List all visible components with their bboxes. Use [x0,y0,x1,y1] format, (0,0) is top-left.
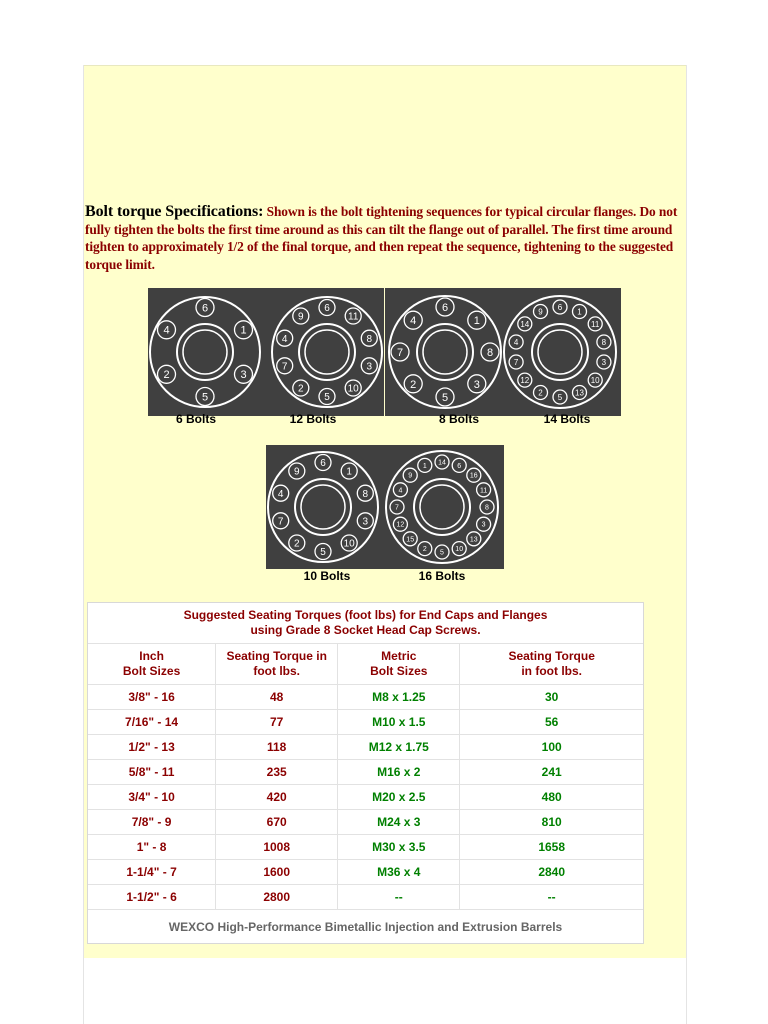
diagram-panel-10-16 [266,445,504,569]
flange-diagram-16-bolts [386,451,498,563]
label-10-bolts: 10 Bolts [303,569,351,583]
cell-inch-size: 7/8" - 9 [88,810,216,835]
bolt-sequence-number: 6 [320,458,326,470]
bolt-sequence-number: 7 [396,347,404,359]
bolt-sequence-number: 8 [366,333,373,345]
bolt-sequence-number: 9 [538,307,543,317]
flange-bore-outer [295,479,351,535]
cell-metric-size: M10 x 1.5 [338,710,460,735]
cell-inch-size: 7/16" - 14 [88,710,216,735]
flange-bore-inner [538,330,582,374]
bolt-sequence-number: 11 [591,319,600,329]
torque-table [87,602,644,944]
table-title [88,603,643,644]
cell-metric-torque: -- [460,885,643,910]
bolt-sequence-number: 16 [469,472,478,480]
table-row [88,735,643,760]
bolt-sequence-number: 14 [438,459,446,467]
label-16-bolts: 16 Bolts [418,569,466,583]
header-metric-bolt-sizes: Metric Bolt Sizes [338,644,460,685]
cell-metric-torque: 480 [460,785,643,810]
bolt-sequence-number: 5 [320,547,326,559]
bolt-sequence-number: 4 [398,487,403,495]
table-row [88,835,643,860]
bolt-sequence-number: 12 [396,521,405,529]
bolt-sequence-number: 2 [163,369,170,382]
flange-diagram-8-bolts [389,296,501,408]
header-seating-torque-metric: Seating Torque in foot lbs. [460,644,643,685]
flange-diagram-14-bolts [504,296,616,408]
bolt-sequence-number: 7 [277,516,284,528]
table-row [88,685,643,710]
cell-metric-torque: 1658 [460,835,643,860]
cell-inch-size: 1-1/2" - 6 [88,885,216,910]
cell-metric-size: M12 x 1.75 [338,735,460,760]
flange-bore-inner [423,330,467,374]
header-seating-torque-inch: Seating Torque in foot lbs. [216,644,338,685]
bolt-sequence-number: 7 [395,504,399,512]
flange-diagram-10-bolts [268,452,378,562]
flange-bore-outer [177,324,233,380]
bolt-sequence-number: 4 [281,333,288,345]
cell-inch-torque: 1008 [216,835,338,860]
bolt-sequence-number: 4 [410,315,417,328]
bolt-sequence-number: 7 [281,361,288,373]
bolt-sequence-number: 3 [601,357,607,367]
cell-inch-size: 1" - 8 [88,835,216,860]
bolt-sequence-number: 6 [441,302,449,314]
bolt-sequence-number: 15 [406,536,415,544]
bolt-sequence-number: 5 [557,392,563,402]
bolt-sequence-number: 5 [440,549,444,557]
flange-bore-inner [305,330,349,374]
label-12-bolts: 12 Bolts [289,412,337,426]
bolt-sequence-number: 9 [298,311,304,323]
cell-metric-torque: 241 [460,760,643,785]
bolt-sequence-number: 4 [513,337,519,347]
cell-inch-torque: 235 [216,760,338,785]
flange-outer-ring [504,296,616,408]
header-inch-bolt-sizes: Inch Bolt Sizes [88,644,216,685]
bolt-sequence-number: 1 [422,462,427,470]
bolt-sequence-number: 6 [557,302,563,312]
bolt-sequence-number: 8 [486,347,494,359]
bolt-sequence-number: 3 [362,516,369,528]
cell-metric-torque: 56 [460,710,643,735]
table-title-line2: using Grade 8 Socket Head Cap Screws. [250,623,481,637]
table-row [88,710,643,735]
bolt-sequence-number: 2 [294,538,300,550]
cell-inch-torque: 1600 [216,860,338,885]
bolt-sequence-number: 11 [348,311,359,323]
bolt-sequence-number: 3 [481,521,486,529]
content-panel [84,65,686,958]
label-14-bolts: 14 Bolts [543,412,591,426]
flange-bore-outer [532,324,588,380]
flange-bore-inner [420,485,464,529]
bolt-sequence-number: 2 [298,383,304,395]
flange-diagram-12-bolts [272,297,382,407]
diagram-panel-6-12 [148,288,384,416]
bolt-sequence-number: 14 [520,319,530,329]
bolt-sequence-number: 5 [201,391,209,404]
cell-metric-torque: 810 [460,810,643,835]
cell-metric-size: M8 x 1.25 [338,685,460,710]
cell-metric-size: M30 x 3.5 [338,835,460,860]
cell-metric-size: M20 x 2.5 [338,785,460,810]
bolt-sequence-number: 1 [577,307,582,317]
cell-inch-size: 5/8" - 11 [88,760,216,785]
bolt-sequence-number: 1 [240,324,247,337]
bolt-sequence-number: 3 [366,361,373,373]
bolt-sequence-number: 4 [163,324,170,337]
bolt-sequence-number: 4 [277,488,284,500]
label-6-bolts: 6 Bolts [175,412,216,426]
table-title-line1: Suggested Seating Torques (foot lbs) for End Caps and Flanges [183,608,548,622]
bolt-sequence-number: 8 [485,504,489,512]
bolt-sequence-number: 10 [343,538,355,550]
cell-metric-size: M16 x 2 [338,760,460,785]
bolt-sequence-number: 6 [201,302,209,315]
intro-text: Shown is the bolt tightening sequences for typical circular flanges. Do not fully tighten the bolts the first time around as this can tilt the flange out of parallel. The first time around tighten to approximately 1/2 of the final torque, and then repeat the sequence, tightening to the suggested torque limit. [85,204,678,272]
bolt-sequence-number: 2 [410,378,417,391]
table-row [88,885,643,910]
cell-inch-torque: 77 [216,710,338,735]
flange-diagram-6-bolts [150,297,260,407]
bolt-sequence-number: 3 [473,378,480,391]
intro-heading: Bolt torque Specifications: [85,203,264,220]
bolt-sequence-number: 10 [347,383,359,395]
bolt-sequence-number: 8 [601,337,607,347]
bolt-sequence-number: 1 [346,466,352,478]
flange-bore-outer [417,324,473,380]
bolt-sequence-number: 1 [473,315,480,328]
flange-bore-outer [414,479,470,535]
cell-inch-size: 3/8" - 16 [88,685,216,710]
table-footer: WEXCO High-Performance Bimetallic Injection and Extrusion Barrels [168,920,563,934]
bolt-sequence-number: 10 [455,546,464,554]
bolt-sequence-number: 2 [538,388,543,398]
flange-bore-inner [301,485,345,529]
bolt-sequence-number: 11 [479,487,488,495]
diagram-panel-8-14 [385,288,621,416]
flange-bore-inner [183,330,227,374]
bolt-sequence-number: 3 [240,369,247,382]
cell-inch-torque: 2800 [216,885,338,910]
document-page [83,65,687,1024]
table-row [88,785,643,810]
bolt-sequence-number: 6 [457,462,462,470]
bolt-sequence-number: 8 [362,488,369,500]
cell-metric-torque: 2840 [460,860,643,885]
cell-metric-torque: 100 [460,735,643,760]
bolt-sequence-number: 9 [408,472,413,480]
bolt-sequence-number: 13 [469,536,478,544]
cell-metric-size: -- [338,885,460,910]
flange-bore-outer [299,324,355,380]
bolt-sequence-number: 7 [513,357,519,367]
cell-inch-torque: 670 [216,810,338,835]
bolt-sequence-number: 13 [575,388,584,398]
intro-paragraph [85,203,685,273]
bolt-sequence-number: 6 [324,303,330,315]
bolt-sequence-number: 12 [520,375,530,385]
cell-metric-size: M36 x 4 [338,860,460,885]
cell-inch-torque: 420 [216,785,338,810]
label-8-bolts: 8 Bolts [438,412,479,426]
bolt-sequence-number: 5 [324,392,330,404]
bolt-sequence-number: 5 [441,392,449,404]
table-row [88,810,643,835]
cell-inch-size: 3/4" - 10 [88,785,216,810]
bolt-sequence-number: 2 [422,546,427,554]
table-row [88,760,643,785]
cell-inch-size: 1-1/4" - 7 [88,860,216,885]
flange-outer-ring [386,451,498,563]
table-row [88,860,643,885]
bolt-sequence-number: 9 [294,466,300,478]
cell-metric-torque: 30 [460,685,643,710]
cell-metric-size: M24 x 3 [338,810,460,835]
cell-inch-torque: 118 [216,735,338,760]
bolt-sequence-number: 10 [590,375,600,385]
cell-inch-torque: 48 [216,685,338,710]
cell-inch-size: 1/2" - 13 [88,735,216,760]
